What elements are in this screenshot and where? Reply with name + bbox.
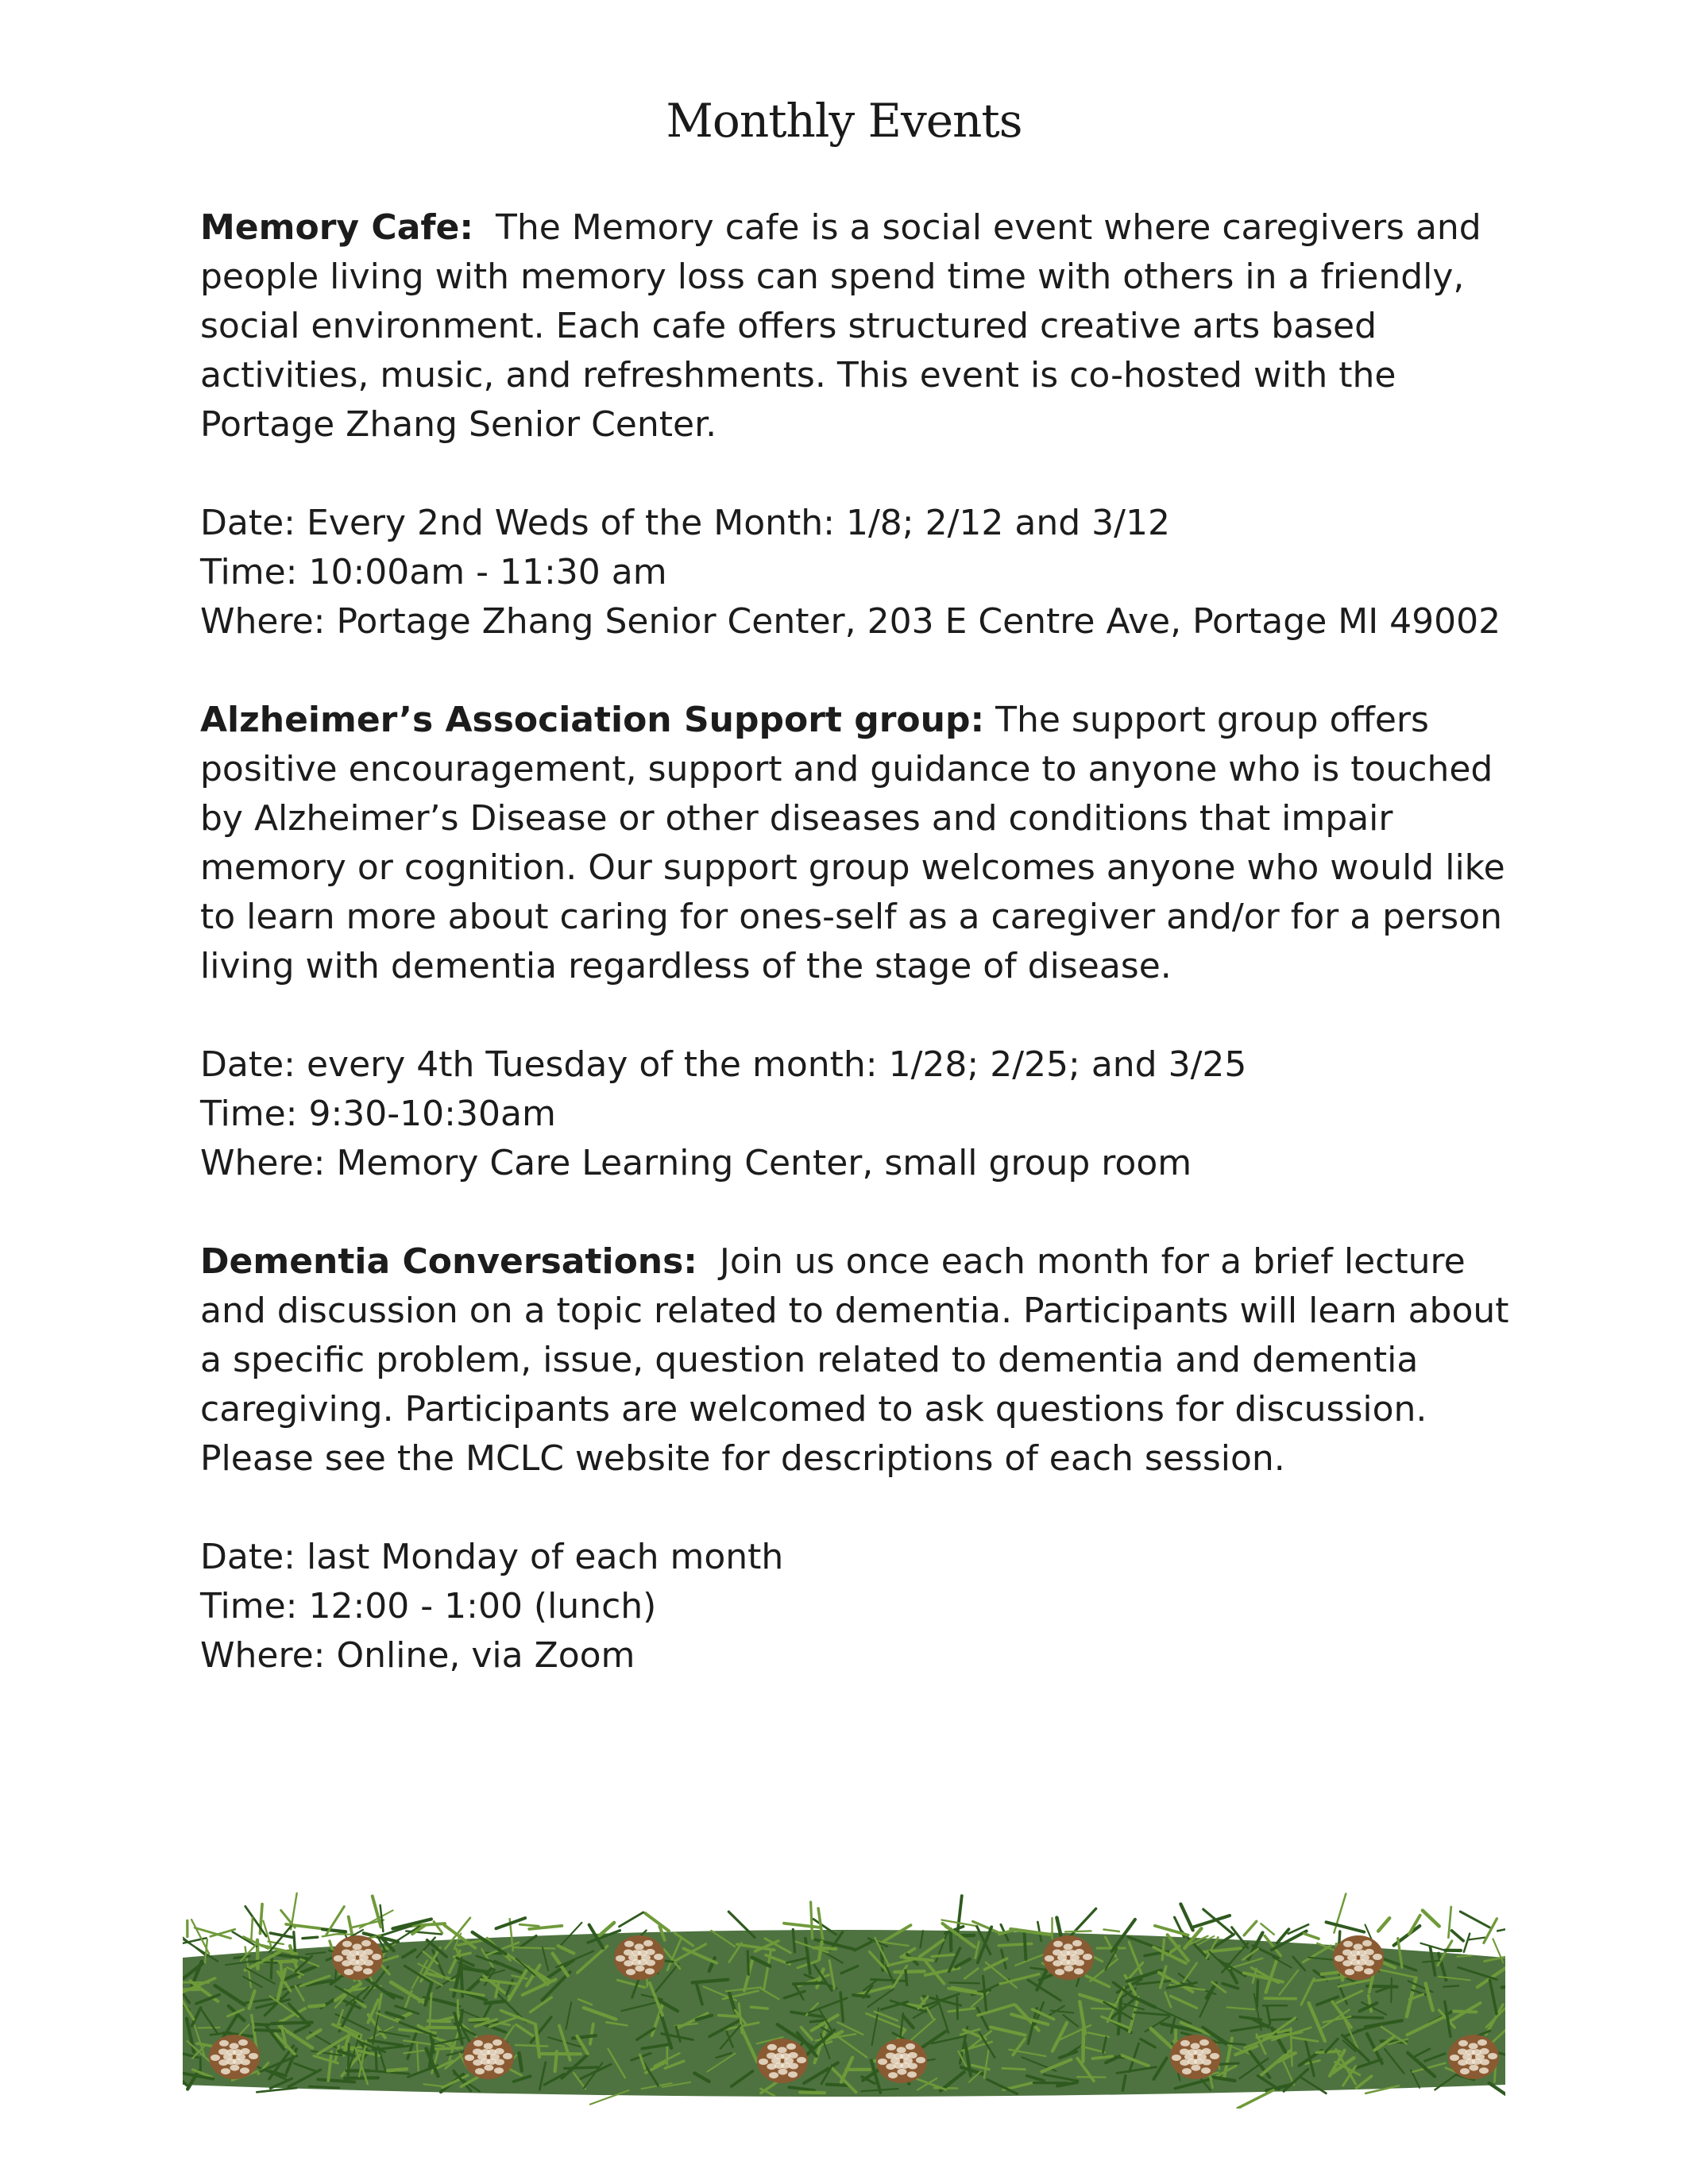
event-time: Time: 12:00 - 1:00 (lunch)	[200, 1586, 657, 1626]
event-date: Date: every 4th Tuesday of the month: 1/28; 2/25; and 3/25	[200, 1044, 1247, 1085]
pinecone	[614, 1935, 665, 1980]
event-where: Where: Portage Zhang Senior Center, 203 E Centre Ave, Portage MI 49002	[200, 601, 1501, 642]
pinecone	[757, 2039, 808, 2083]
event-support-group	[200, 696, 1511, 991]
events-content	[200, 203, 1511, 1680]
event-description: Join us once each month for a brief lecture and discussion on a topic related to dementia. Participants will learn about a specific problem, issue, question related to dementia and dementia caregiving. Participants are welcomed to ask questions for discussion. Please see the MCLC website for descriptions of each session.	[200, 1241, 1509, 1479]
event-time: Time: 9:30-10:30am	[200, 1094, 556, 1134]
event-date: Date: last Monday of each month	[200, 1537, 784, 1577]
pinecone	[1333, 1935, 1384, 1980]
event-date: Date: Every 2nd Weds of the Month: 1/8; 2/12 and 3/12	[200, 503, 1170, 543]
pinecone	[332, 1935, 383, 1980]
pinecone	[463, 2035, 514, 2079]
pinecone	[1043, 1935, 1094, 1980]
pinecone	[1448, 2035, 1499, 2079]
event-heading: Memory Cafe:	[200, 207, 473, 248]
garland-needles	[183, 1893, 1505, 2109]
event-heading: Dementia Conversations:	[200, 1241, 697, 1282]
pinecone	[876, 2039, 927, 2083]
page-title: Monthly Events	[666, 94, 1022, 148]
pinecone	[209, 2035, 260, 2079]
event-where: Where: Memory Care Learning Center, small group room	[200, 1143, 1192, 1183]
event-time: Time: 10:00am - 11:30 am	[200, 552, 667, 592]
event-description: The support group offers positive encouragement, support and guidance to anyone who is touched by Alzheimer’s Disease or other diseases and conditions that impair memory or cognition. Our support group welcomes anyone who would like to learn more about caring for ones-self as a caregiver and/or for a person living with dementia regardless of the stage of disease.	[200, 700, 1505, 986]
event-dementia-conversations	[200, 1237, 1511, 1484]
event-heading: Alzheimer’s Association Support group:	[200, 700, 985, 740]
event-memory-cafe	[200, 203, 1511, 450]
event-where: Where: Online, via Zoom	[200, 1635, 635, 1676]
pinecone	[1170, 2035, 1221, 2079]
event-description: The Memory cafe is a social event where caregivers and people living with memory loss can spend time with others in a friendly, social environment. Each cafe offers structured creative arts based activities, music, and refreshments. This event is co-hosted with the Portage Zhang Senior Center.	[200, 207, 1481, 445]
pine-garland-image	[183, 1870, 1505, 2109]
